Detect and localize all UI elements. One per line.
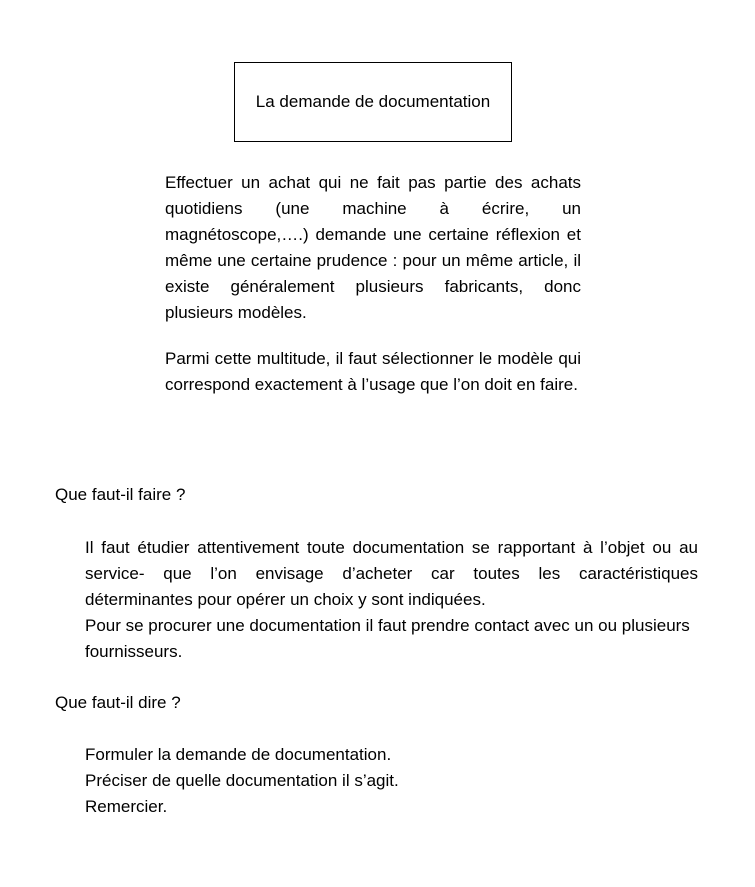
list-line: Remercier. [85, 797, 168, 816]
section-body-dire [85, 742, 698, 820]
body-paragraph: Il faut étudier attentivement toute documentation se rapportant à l’objet ou au service- que l’on envisage d’acheter car toutes les caractéristiques déterminantes pour opérer un choix y sont indiquées. [85, 538, 698, 609]
section-body-faire [85, 535, 698, 665]
intro-paragraph: Parmi cette multitude, il faut sélectionner le modèle qui correspond exactement à l’usage que l’on doit en faire. [165, 349, 581, 394]
section-heading-faire: Que faut-il faire ? [55, 485, 186, 504]
section-heading-dire: Que faut-il dire ? [55, 693, 181, 712]
list-line: Préciser de quelle documentation il s’agit. [85, 771, 399, 790]
body-paragraph: Pour se procurer une documentation il faut prendre contact avec un ou plusieurs fournisseurs. [85, 616, 690, 661]
intro-text [165, 170, 581, 398]
intro-paragraph: Effectuer un achat qui ne fait pas partie des achats quotidiens (une machine à écrire, un magnétoscope,….) demande une certaine réflexion et même une certaine prudence : pour un même article, il existe généralement plusieurs fabricants, donc plusieurs modèles. [165, 173, 581, 322]
title-box [234, 62, 512, 142]
list-line: Formuler la demande de documentation. [85, 745, 392, 764]
document-title: La demande de documentation [255, 92, 491, 111]
